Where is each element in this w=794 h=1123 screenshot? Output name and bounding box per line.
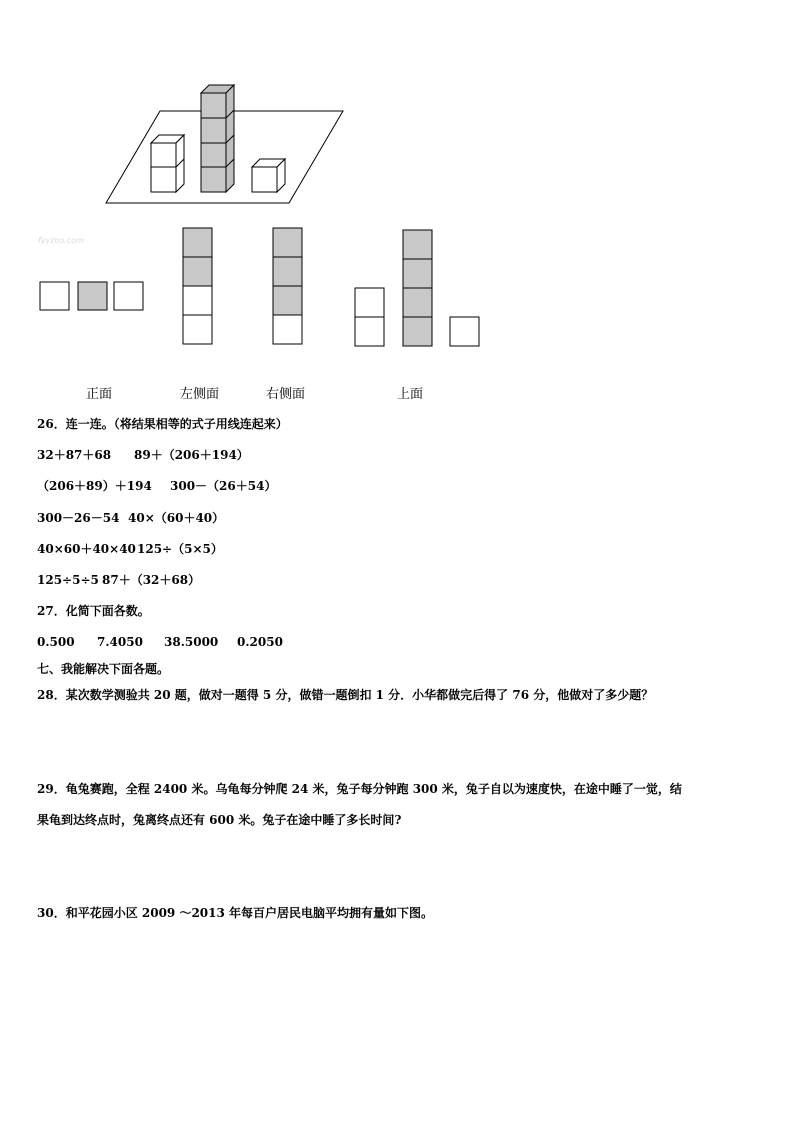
q26-row2-right: 300－（26＋54）	[170, 479, 277, 493]
label-right-side: 右侧面	[266, 387, 306, 402]
q26-row4-right: 125÷（5×5）	[137, 542, 223, 556]
q26-row2-left: （206＋89）＋194	[37, 479, 152, 493]
cube-stack-left-2	[151, 135, 184, 192]
q27-number-2: 7.4050	[97, 635, 143, 649]
cube-single-right	[252, 159, 285, 192]
watermark-text: fyyzoo.com	[38, 236, 84, 245]
q27-number-3: 38.5000	[164, 635, 219, 649]
front-view	[40, 282, 143, 310]
q26-row1-left: 32＋87＋68	[37, 448, 112, 462]
section7-heading: 七、我能解决下面各题。	[37, 662, 170, 676]
q26-heading: 26．连一连。（将结果相等的式子用线连起来）	[37, 417, 288, 431]
q26-row1-right: 89＋（206＋194）	[134, 448, 249, 462]
q26-row5-left: 125÷5÷5	[37, 573, 99, 587]
top-view	[355, 230, 479, 346]
q27-heading: 27．化简下面各数。	[37, 604, 150, 618]
cube-views-figure	[0, 0, 794, 400]
q30-text: 30．和平花园小区 2009 ～2013 年每百户居民电脑平均拥有量如下图。	[37, 906, 434, 920]
right-side-view	[273, 228, 302, 344]
q28-text: 28．某次数学测验共 20 题，做对一题得 5 分，做错一题倒扣 1 分．小华都做完后得了 76 分，他做对了多少题？	[37, 688, 654, 702]
q29-line2: 果龟到达终点时，兔离终点还有 600 米。兔子在途中睡了多长时间?	[37, 813, 402, 827]
q26-row3-left: 300－26－54	[37, 511, 120, 525]
label-top: 上面	[397, 387, 424, 402]
left-side-view	[183, 228, 212, 344]
q26-row3-right: 40×（60＋40）	[128, 511, 225, 525]
label-left-side: 左侧面	[180, 387, 220, 402]
label-front: 正面	[86, 387, 113, 402]
q27-number-1: 0.500	[37, 635, 75, 649]
q29-line1: 29．龟兔赛跑，全程 2400 米。乌龟每分钟爬 24 米，兔子每分钟跑 300 米，兔子自以为速度快，在途中睡了一觉，结	[37, 782, 682, 796]
q27-number-4: 0.2050	[237, 635, 283, 649]
q26-row5-right: 87＋（32＋68）	[102, 573, 201, 587]
q26-row4-left: 40×60＋40×40	[37, 542, 136, 556]
cube-stack-middle-4	[201, 85, 234, 192]
